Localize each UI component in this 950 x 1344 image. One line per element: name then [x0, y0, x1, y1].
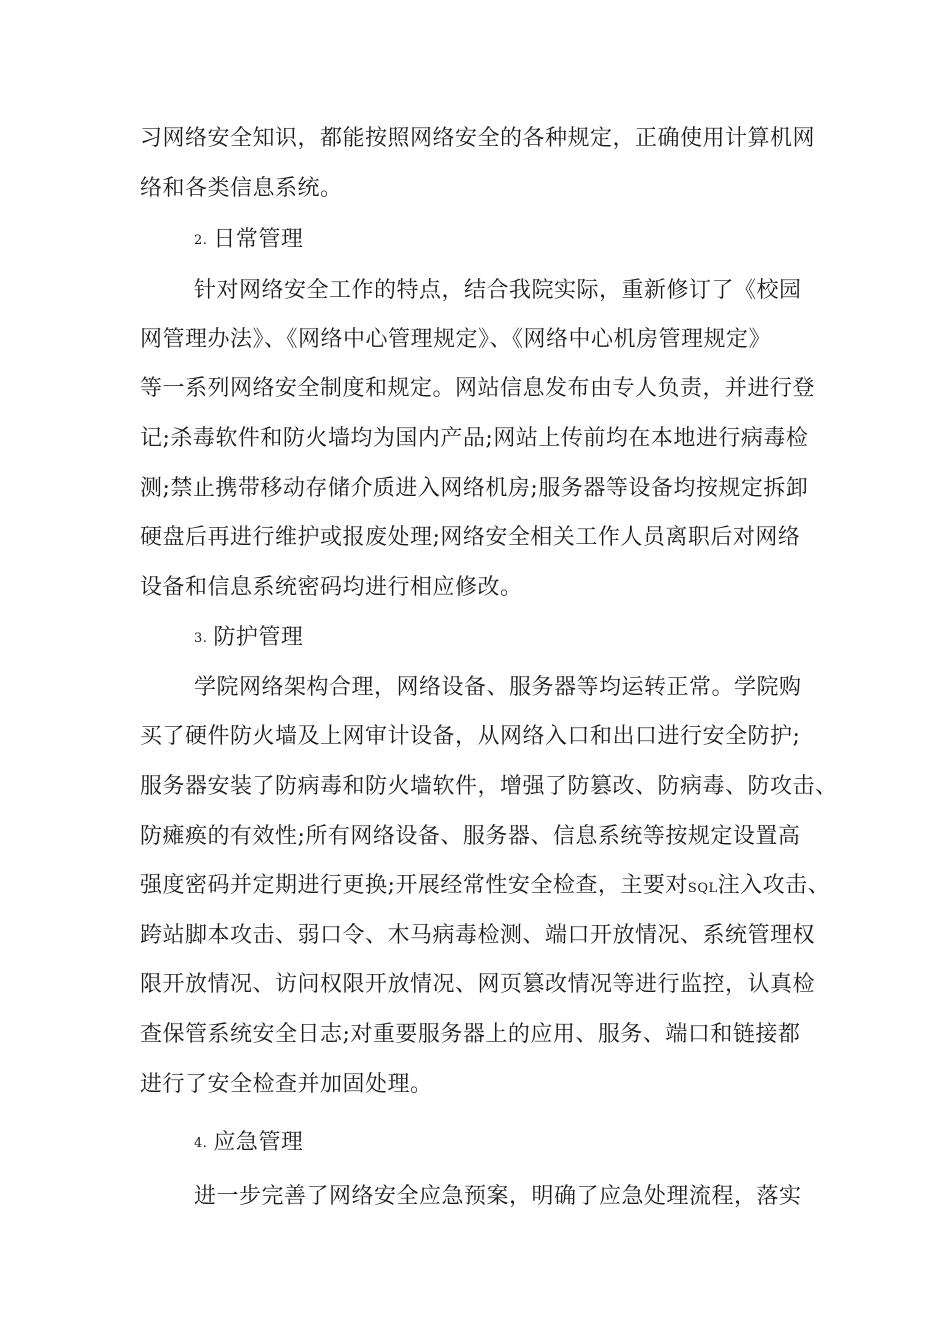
- paragraph-line: 等一系列网络安全制度和规定。网站信息发布由专人负责，并进行登: [140, 376, 816, 401]
- paragraph-line: 习网络安全知识，都能按照网络安全的各种规定，正确使用计算机网: [140, 126, 816, 151]
- paragraph-line: 进行了安全检查并加固处理。: [140, 1072, 433, 1097]
- paragraph-line: 网管理办法》、《网络中心管理规定》、《网络中心机房管理规定》: [140, 327, 772, 352]
- line-text: 注入攻击、: [717, 873, 831, 898]
- sql-label: SQL: [687, 881, 718, 896]
- paragraph-line: 针对网络安全工作的特点，结合我院实际，重新修订了《校园: [194, 278, 802, 303]
- paragraph-line: 测;禁止携带移动存储介质进入网络机房;服务器等设备均按规定拆卸: [140, 476, 809, 501]
- section-title: 防护管理: [213, 625, 304, 650]
- paragraph-line: 防瘫痪的有效性;所有网络设备、服务器、信息系统等按规定设置高: [140, 824, 801, 849]
- section-title: 日常管理: [213, 227, 304, 252]
- section-heading-daily-management: [194, 225, 303, 256]
- paragraph-line: 买了硬件防火墙及上网审计设备，从网络入口和出口进行安全防护;: [140, 724, 801, 749]
- paragraph-line: [140, 871, 830, 904]
- paragraph-line: 进一步完善了网络安全应急预案，明确了应急处理流程，落实: [194, 1184, 802, 1209]
- section-number: 3.: [194, 631, 208, 646]
- paragraph-line: 硬盘后再进行维护或报废处理;网络安全相关工作人员离职后对网络: [140, 525, 801, 550]
- section-number: 4.: [194, 1136, 208, 1151]
- paragraph-line: 设备和信息系统密码均进行相应修改。: [140, 575, 523, 600]
- section-title: 应急管理: [213, 1130, 304, 1155]
- paragraph-line: 学院网络架构合理，网络设备、服务器等均运转正常。学院购: [194, 675, 802, 700]
- paragraph-line: 限开放情况、访问权限开放情况、网页篡改情况等进行监控，认真检: [140, 972, 816, 997]
- line-text: 强度密码并定期进行更换;开展经常性安全检查，主要对: [140, 873, 688, 898]
- paragraph-line: 记;杀毒软件和防火墙均为国内产品;网站上传前均在本地进行病毒检: [140, 426, 809, 451]
- paragraph-line: 查保管系统安全日志;对重要服务器上的应用、服务、端口和链接都: [140, 1022, 801, 1047]
- paragraph-line: 跨站脚本攻击、弱口令、木马病毒检测、端口开放情况、系统管理权: [140, 923, 816, 948]
- paragraph-line: 服务器安装了防病毒和防火墙软件，增强了防篡改、防病毒、防攻击、: [140, 774, 838, 799]
- section-heading-protection-management: [194, 623, 303, 654]
- paragraph-line: 络和各类信息系统。: [140, 176, 343, 201]
- section-heading-emergency-management: [194, 1128, 303, 1159]
- section-number: 2.: [194, 233, 208, 248]
